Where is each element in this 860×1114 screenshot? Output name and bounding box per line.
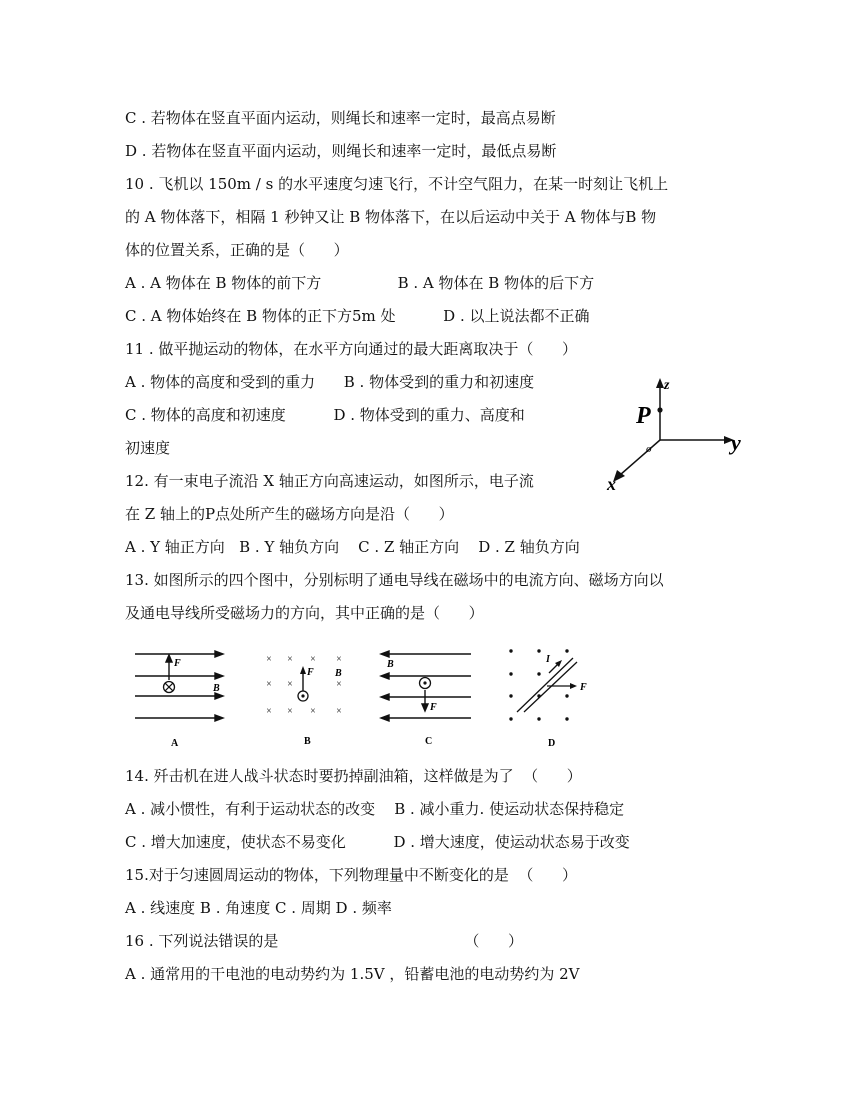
panel-a-force-label: F — [174, 658, 181, 669]
panel-c-field-label: B — [387, 659, 394, 670]
svg-text:×: × — [266, 706, 272, 717]
question-13-text-cont: 及通电导线所受磁场力的方向，其中正确的是（ ） — [125, 604, 484, 622]
svg-text:×: × — [310, 654, 316, 665]
svg-text:×: × — [287, 679, 293, 690]
panel-c — [375, 640, 485, 752]
panel-d-current-label: I — [546, 654, 550, 665]
svg-text:×: × — [310, 706, 316, 717]
z-axis-label: z — [664, 378, 670, 393]
question-14-text: 14. 歼击机在进人战斗状态时要扔掉副油箱，这样做是为了 （ ） — [125, 767, 582, 785]
panel-b-caption: B — [304, 736, 311, 747]
option-d-text: D . 若物体在竖直平面内运动，则绳长和速率一定时，最低点易断 — [125, 142, 557, 160]
panel-b-field-label: B — [335, 668, 342, 679]
svg-text:×: × — [287, 654, 293, 665]
question-10-text-cont: 的 A 物体落下，相隔 1 秒钟又让 B 物体落下，在以后运动中关于 A 物体与B 物 — [125, 208, 657, 226]
question-10-text: 10 . 飞机以 150m / s 的水平速度匀速飞行，不计空气阻力，在某一时刻让飞机上 — [125, 175, 669, 193]
panel-c-caption: C — [425, 736, 433, 747]
q10-options-ab: A . A 物体在 B 物体的前下方 B . A 物体在 B 物体的后下方 — [125, 274, 595, 292]
svg-text:×: × — [336, 706, 342, 717]
panel-b — [255, 640, 365, 752]
x-axis-label: x — [607, 474, 616, 494]
q11-options-cd: C . 物体的高度和初速度 D . 物体受到的重力、高度和 — [125, 406, 525, 424]
q11-option-d-cont: 初速度 — [125, 439, 171, 457]
panel-a-caption: A — [171, 738, 179, 749]
panel-d-caption: D — [548, 738, 556, 749]
svg-text:×: × — [336, 654, 342, 665]
question-16-text: 16 . 下列说法错误的是 （ ） — [125, 932, 523, 950]
q14-options-cd: C . 增大加速度，使状态不易变化 D . 增大速度，使运动状态易于改变 — [125, 833, 630, 851]
q10-options-cd: C . A 物体始终在 B 物体的正下方5m 处 D . 以上说法都不正确 — [125, 307, 590, 325]
question-15-text: 15.对于匀速圆周运动的物体，下列物理量中不断变化的是 （ ） — [125, 866, 578, 884]
origin-label: o — [646, 443, 652, 455]
panel-a — [125, 640, 235, 752]
question-12-text: 12. 有一束电子流沿 X 轴正方向高速运动，如图所示，电子流 — [125, 472, 534, 490]
q14-options-ab: A . 减小惯性，有利于运动状态的改变 B . 减小重力. 使运动状态保持稳定 — [125, 800, 625, 818]
axes-figure — [600, 372, 750, 497]
q15-options: A . 线速度 B . 角速度 C . 周期 D . 频率 — [125, 899, 392, 917]
svg-text:×: × — [266, 679, 272, 690]
y-axis-label: y — [731, 430, 741, 455]
option-c-text: C . 若物体在竖直平面内运动，则绳长和速率一定时，最高点易断 — [125, 109, 556, 127]
panel-c-force-label: F — [430, 702, 437, 713]
panel-d-force-label: F — [580, 682, 587, 693]
svg-text:×: × — [336, 679, 342, 690]
point-p-label: P — [636, 403, 651, 429]
question-10-text-end: 体的位置关系，正确的是（ ） — [125, 241, 349, 259]
panel-a-field-label: B — [213, 683, 220, 694]
question-12-text-cont: 在 Z 轴上的P点处所产生的磁场方向是沿（ ） — [125, 505, 454, 523]
question-11-text: 11 . 做平抛运动的物体，在水平方向通过的最大距离取决于（ ） — [125, 340, 578, 358]
q16-option-a: A . 通常用的干电池的电动势约为 1.5V ，铅蓄电池的电动势约为 2V — [125, 965, 580, 983]
question-13-text: 13. 如图所示的四个图中，分别标明了通电导线在磁场中的电流方向、磁场方向以 — [125, 571, 664, 589]
svg-text:×: × — [287, 706, 293, 717]
panel-b-force-label: F — [307, 667, 314, 678]
q12-options: A . Y 轴正方向 B . Y 轴负方向 C . Z 轴正方向 D . Z 轴负方向 — [125, 538, 580, 556]
q11-options-ab: A . 物体的高度和受到的重力 B . 物体受到的重力和初速度 — [125, 373, 535, 391]
svg-text:×: × — [266, 654, 272, 665]
panel-d — [495, 640, 605, 752]
